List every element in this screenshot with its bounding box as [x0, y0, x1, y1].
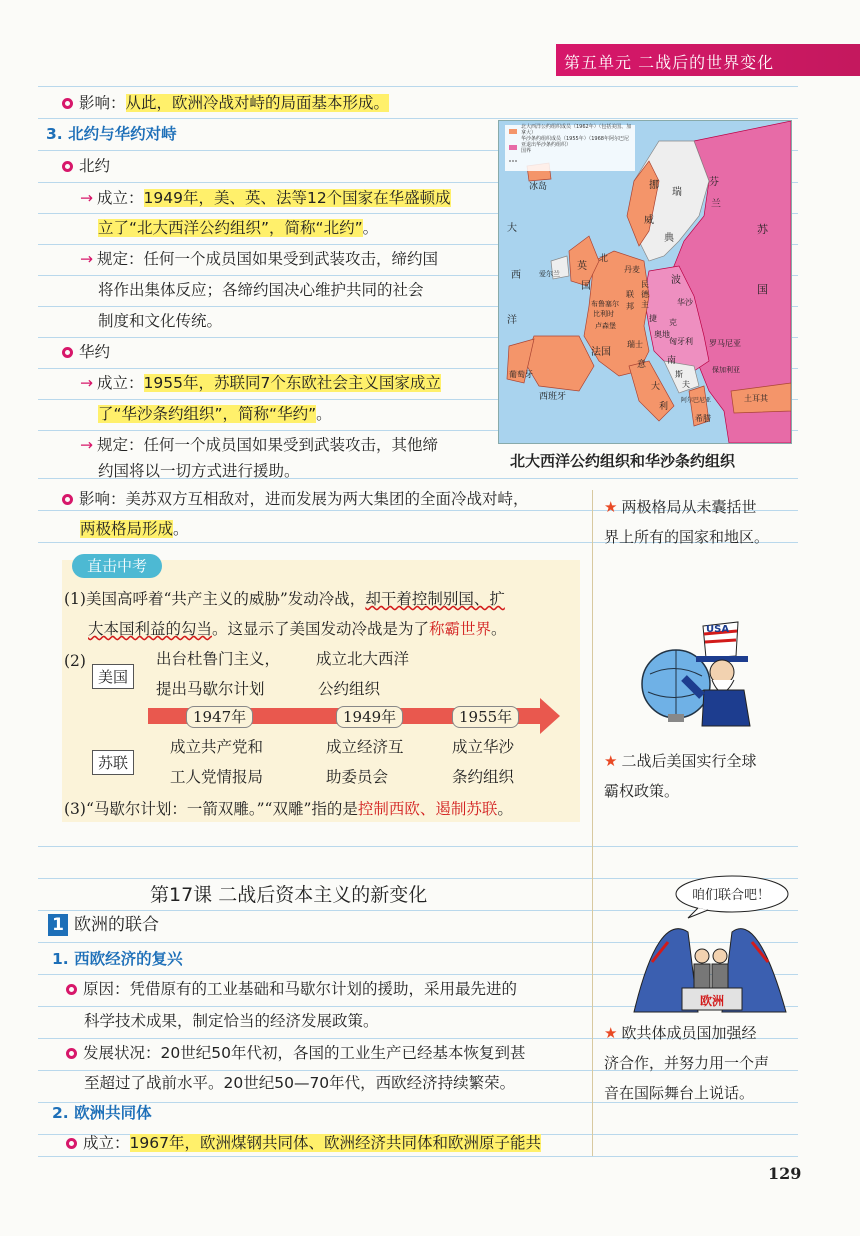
- year-label: 1955年: [452, 706, 519, 728]
- unit-header: [556, 44, 860, 76]
- usa-label: 美国: [92, 664, 134, 689]
- map-label: 阿尔巴尼亚: [681, 397, 712, 404]
- ussr-event-2: 成立经济互: [326, 738, 404, 756]
- warsaw-label: 华约: [62, 341, 110, 363]
- map-label: 比利时: [593, 310, 614, 318]
- star-icon: ★: [604, 1024, 618, 1042]
- europe-alliance-map: [498, 120, 792, 444]
- margin-divider: [592, 490, 593, 1156]
- map-label: 利: [659, 402, 669, 412]
- ussr-event-1b: 工人党情报局: [170, 768, 264, 786]
- map-label: 联: [626, 290, 634, 299]
- usa-event-1: 出台杜鲁门主义，: [156, 650, 281, 668]
- map-label: 德: [641, 290, 649, 299]
- exam-q1: (1)美国高呼着“共产主义的威胁”发动冷战，却干着控制别国、扩: [64, 590, 505, 608]
- map-label: 奥地: [654, 330, 670, 339]
- establishment: 成立：1967年，欧洲煤钢共同体、欧洲经济共同体和欧洲原子能共: [66, 1132, 541, 1154]
- hat-label: USA: [706, 624, 730, 635]
- map-label: 法国: [591, 347, 611, 358]
- map-label: 威: [644, 215, 654, 226]
- ussr-event-1: 成立共产党和: [170, 738, 264, 756]
- map-label: 布鲁塞尔: [591, 300, 619, 308]
- ussr-event-2b: 助委员会: [326, 768, 389, 786]
- ussr-label: 苏联: [92, 750, 134, 775]
- map-legend: 北大西洋公约组织成员（1962年）（包括美国、加拿大） 华沙条约组织成员（1955年）（1968年阿尔巴尼亚退出华沙条约组织） 国界: [521, 124, 632, 154]
- bullet-icon: [66, 1138, 77, 1149]
- exam-q3: (3)“马歇尔计划：一箭双雕。”“双雕”指的是控制西欧、遏制苏联。: [64, 800, 513, 818]
- side-note: ★ 两极格局从未囊括世 界上所有的国家和地区。: [604, 498, 770, 546]
- map-label: 卢森堡: [595, 322, 616, 330]
- usa-event-2b: 公约组织: [318, 680, 381, 698]
- europe-union-cartoon: [628, 872, 792, 1016]
- map-label: 华沙: [677, 298, 693, 307]
- map-label: 夫: [682, 380, 690, 389]
- map-label: 南: [667, 356, 677, 366]
- map-label: 匈牙利: [669, 337, 693, 346]
- warsaw-founding-cont: 了“华沙条约组织”，简称“华约”。: [98, 405, 332, 423]
- map-label: 挪: [649, 180, 659, 191]
- map-label: 西班牙: [539, 392, 567, 402]
- page-number: 129: [768, 1164, 802, 1183]
- map-label: 英: [577, 261, 587, 272]
- section-heading: 1 欧洲的联合: [48, 914, 159, 936]
- bullet-icon: [66, 984, 77, 995]
- bullet-icon: [62, 494, 73, 505]
- impact-cont: 两极格局形成。: [80, 520, 189, 538]
- map-label: 意: [637, 360, 647, 370]
- map-label: 民: [641, 280, 649, 289]
- map-label: 大: [651, 382, 661, 392]
- usa-event-2: 成立北大西洋: [316, 650, 410, 668]
- nato-founding: → 成立：1949年，美、英、法等12个国家在华盛顿成: [80, 189, 451, 207]
- warsaw-founding: → 成立：1955年，苏联同7个东欧社会主义国家成立: [80, 374, 441, 392]
- star-icon: ★: [604, 498, 618, 516]
- map-label: 国: [757, 283, 768, 296]
- nato-rule-3: 制度和文化传统。: [98, 312, 223, 330]
- bullet-icon: [62, 98, 73, 109]
- nato-founding-cont: 立了“北大西洋公约组织”，简称“北约”。: [98, 219, 379, 237]
- map-label: 保加利亚: [712, 366, 740, 374]
- speech-bubble: 咱们联合吧！: [692, 888, 771, 903]
- cause: 原因：凭借原有的工业基础和马歇尔计划的援助，采用最先进的: [66, 978, 517, 1000]
- map-label: 瑞士: [627, 340, 643, 349]
- warsaw-rule: → 规定：任何一个成员国如果受到武装攻击，其他缔: [80, 436, 439, 454]
- nato-label: 北约: [62, 155, 110, 177]
- exam-tag: 直击中考: [72, 554, 162, 578]
- usa-event-1b: 提出马歇尔计划: [156, 680, 265, 698]
- section-number: 1: [48, 914, 68, 936]
- impact-prev: 影响：从此，欧洲冷战对峙的局面基本形成。: [62, 92, 389, 114]
- side-note: ★ 二战后美国实行全球 霸权政策。: [604, 752, 757, 800]
- timeline-arrow-icon: [540, 698, 560, 734]
- map-label: 主: [641, 300, 649, 309]
- map-label: 兰: [711, 199, 721, 210]
- map-label: 斯: [675, 370, 683, 379]
- arrow-icon: →: [80, 189, 93, 207]
- cartoon-graphic: [638, 614, 758, 730]
- unit-title: 第五单元 二战后的世界变化: [564, 53, 775, 72]
- development-cont: 至超过了战前水平。20世纪50—70年代，西欧经济持续繁荣。: [84, 1074, 516, 1092]
- map-label: 希腊: [695, 414, 711, 423]
- uncle-sam-cartoon: [638, 614, 758, 730]
- section-title: 3. 北约与华约对峙: [46, 125, 177, 143]
- map-label: 土耳其: [744, 394, 768, 403]
- ruled-line: [38, 118, 798, 119]
- arrow-icon: →: [80, 374, 93, 392]
- map-label: 邦: [626, 302, 634, 311]
- ruled-line: [38, 1156, 798, 1157]
- bullet-icon: [62, 161, 73, 172]
- arrow-icon: →: [80, 436, 93, 454]
- arrow-icon: →: [80, 250, 93, 268]
- cartoon-sign: 欧洲: [700, 994, 725, 1008]
- map-label: 捷: [649, 314, 657, 323]
- warsaw-rule-2: 约国将以一切方式进行援助。: [98, 462, 300, 480]
- map-caption: 北大西洋公约组织和华沙条约组织: [510, 452, 736, 470]
- map-label: 丹麦: [624, 265, 640, 274]
- impact: 影响：美苏双方互相敌对，进而发展为两大集团的全面冷战对峙，: [62, 488, 529, 510]
- ruled-line: [38, 846, 798, 847]
- bullet-icon: [66, 1048, 77, 1059]
- side-note: ★ 欧共体成员国加强经 济合作，并努力用一个声 音在国际舞台上说话。: [604, 1024, 770, 1102]
- map-label: 苏: [757, 223, 768, 236]
- exam-q2-num: (2): [64, 652, 86, 670]
- map-label: 典: [664, 233, 674, 244]
- map-label: 大: [507, 223, 517, 234]
- year-label: 1947年: [186, 706, 253, 728]
- map-label: 克: [669, 318, 677, 327]
- year-label: 1949年: [336, 706, 403, 728]
- nato-rule-2: 将作出集体反应；各缔约国决心维护共同的社会: [98, 281, 424, 299]
- map-label: 爱尔兰: [539, 270, 560, 278]
- ussr-event-3: 成立华沙: [452, 738, 515, 756]
- ruled-line: [38, 86, 798, 87]
- map-label: 芬: [709, 177, 719, 188]
- map-label: 罗马尼亚: [709, 339, 741, 348]
- map-label: 西: [511, 270, 521, 281]
- map-label: 洋: [507, 315, 517, 326]
- map-label: 瑞: [672, 187, 682, 198]
- nato-rule: → 规定：任何一个成员国如果受到武装攻击，缔约国: [80, 250, 439, 268]
- cause-cont: 科学技术成果，制定恰当的经济发展政策。: [84, 1012, 379, 1030]
- bullet-icon: [62, 347, 73, 358]
- development: 发展状况：20世纪50年代初，各国的工业生产已经基本恢复到甚: [66, 1042, 525, 1064]
- subsection-title: 2. 欧洲共同体: [52, 1104, 152, 1122]
- map-label: 波: [671, 275, 681, 286]
- map-label: 葡萄牙: [509, 370, 533, 379]
- exam-q1-cont: 大本国利益的勾当。这显示了美国发动冷战是为了称霸世界。: [88, 620, 507, 638]
- map-label: 国: [581, 281, 591, 292]
- lesson-title: 第17课 二战后资本主义的新变化: [150, 884, 428, 906]
- map-label: 冰岛: [529, 182, 548, 192]
- ussr-event-3b: 条约组织: [452, 768, 515, 786]
- subsection-title: 1. 西欧经济的复兴: [52, 950, 183, 968]
- map-label: 北: [599, 254, 609, 264]
- star-icon: ★: [604, 752, 618, 770]
